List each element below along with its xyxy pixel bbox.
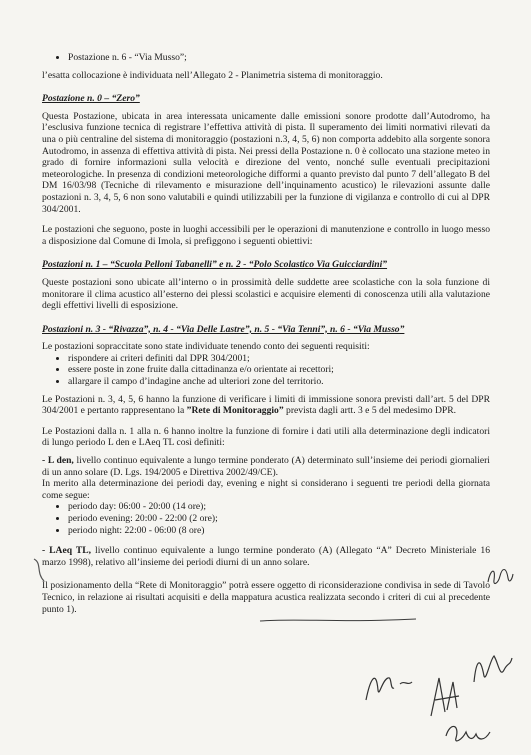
list-item: • rispondere ai criteri definiti dal DPR 304/2001;	[68, 353, 490, 365]
lden-label: - L den,	[42, 455, 74, 467]
postazioni-1-2-paragraph: Queste postazioni sono ubicate all’interno o in prossimità delle suddette aree scolastiche con la sola funzione di monitorare il clima acustico all’esterno dei plessi scolastici e acquisire elementi di conoscenza utili alla valutazione degli effettivi livelli di esposizione.	[42, 276, 490, 312]
rete-text-a: Le Postazioni n. 3, 4, 5, 6 hanno la funzione di verificare i limiti di immissione sonora previsti dall’art. 5 del DPR 304/2001 e pertanto rappresentano la	[42, 393, 490, 417]
rete-text-c: prevista dagli artt. 3 e 5 del medesimo DPR.	[283, 405, 457, 417]
laeq-paragraph	[42, 545, 490, 568]
heading-postazioni-3-6: Postazioni n. 3 - “Rivazza”, n. 4 - “Via Delle Lastre”, n. 5 - “Via Tenni”, n. 6 - “Via Musso”	[42, 323, 405, 335]
requisiti-list	[42, 353, 490, 388]
laeq-label: - LAeq TL,	[42, 545, 92, 557]
list-item: • essere poste in zone fruite dalla cittadinanza e/o orientate ai recettori;	[68, 364, 490, 376]
requisiti-intro: Le postazioni sopraccitate sono state individuate tenendo conto dei seguenti requisiti:	[42, 341, 370, 353]
intro-bullet-list	[42, 52, 490, 64]
signature-1	[360, 660, 420, 710]
list-item: • periodo day: 06:00 - 20:00 (14 ore);	[68, 501, 490, 513]
signature-4	[440, 712, 496, 748]
list-item: • periodo evening: 20:00 - 22:00 (2 ore);	[68, 513, 490, 525]
laeq-text: livello continuo equivalente a lungo termine ponderato (A) (Allegato “A” Decreto Ministeriale 16 marzo 1998), relativo all’insieme dei periodi diurni di un anno solare.	[42, 545, 491, 568]
rete-monitoraggio-paragraph	[42, 394, 490, 417]
margin-mark-left	[30, 555, 50, 585]
underline-scribble	[258, 615, 418, 625]
margin-initials	[484, 560, 516, 590]
list-item: • Postazione n. 6 - “Via Musso”;	[68, 52, 490, 64]
postazione-0-paragraph: Questa Postazione, ubicata in area interessata unicamente dalle emissioni sonore prodotte dall’Autodromo, ha l’esclusiva funzione tecnica di registrare l’effettiva attività di pista. Il superamento dei limiti normativi rilevati da una o più centraline del sistema di monitoraggio (postazioni n.3, 4, 5, 6) non comporta addebito alla sorgente sonora Autodromo, in assenza di effettiva attività di pista. Nei pressi della Postazione n. 0 è collocato una stazione meteo in grado di fornire informazioni sulla velocità e direzione del vento, nonché sulle eventuali precipitazioni meteorologiche. In presenza di condizioni meteorologiche difformi a quanto previsto dal punto 7 dell’allegato B del DM 16/03/98 (Tecniche di rilevamento e misurazione dell’inquinamento acustico) le rilevazioni assunte dalle postazioni n. 3, 4, 5, 6 non sono valutabili e quindi utilizzabili per la funzione di vigilanza e controllo di cui al DPR 304/2001.	[42, 110, 490, 215]
list-item: • allargare il campo d’indagine anche ad ulteriori zone del territorio.	[68, 376, 490, 388]
merito-paragraph: In merito alla determinazione dei periodi day, evening e night si considerano i seguenti tre periodi della giornata come segue:	[42, 478, 490, 501]
postazioni-intro-paragraph: Le postazioni che seguono, poste in luoghi accessibili per le operazioni di manutenzione e controllo in luogo messo a disposizione dal Comune di Imola, si prefiggono i seguenti obiettivi:	[42, 224, 490, 247]
posizionamento-paragraph: Il posizionamento della “Rete di Monitoraggio” potrà essere oggetto di riconsiderazione condivisa in sede di Tavolo Tecnico, in relazione ai risultati acquisiti e della mappatura acustica realizzata secondo i criteri di cui al precedente punto 1).	[42, 580, 490, 615]
heading-postazione-0: Postazione n. 0 – “Zero”	[42, 93, 140, 105]
indicatori-paragraph: Le Postazioni dalla n. 1 alla n. 6 hanno inoltre la funzione di fornire i dati utili alla determinazione degli indicatori di lungo periodo L den e LAeq TL così definiti:	[42, 425, 490, 449]
heading-postazioni-1-2: Postazioni n. 1 – “Scuola Pelloni Tabanelli” e n. 2 - “Polo Scolastico Via Guicciardini”	[42, 259, 388, 271]
signature-3	[468, 648, 516, 688]
lden-text: livello continuo equivalente a lungo termine ponderato (A) determinato sull’insieme dei periodi giornalieri di un anno solare (D. Lgs. 194/2005 e Direttiva 2002/49/CE).	[42, 455, 490, 478]
lden-paragraph	[42, 455, 490, 478]
periodi-list	[42, 501, 490, 536]
rete-text-b: ”Rete di Monitoraggio”	[186, 405, 284, 417]
list-item: • periodo night: 22:00 - 06:00 (8 ore)	[68, 525, 490, 537]
collocazione-text: l’esatta collocazione è individuata nell’Allegato 2 - Planimetria sistema di monitoraggio.	[42, 69, 383, 81]
document-page	[42, 52, 490, 615]
